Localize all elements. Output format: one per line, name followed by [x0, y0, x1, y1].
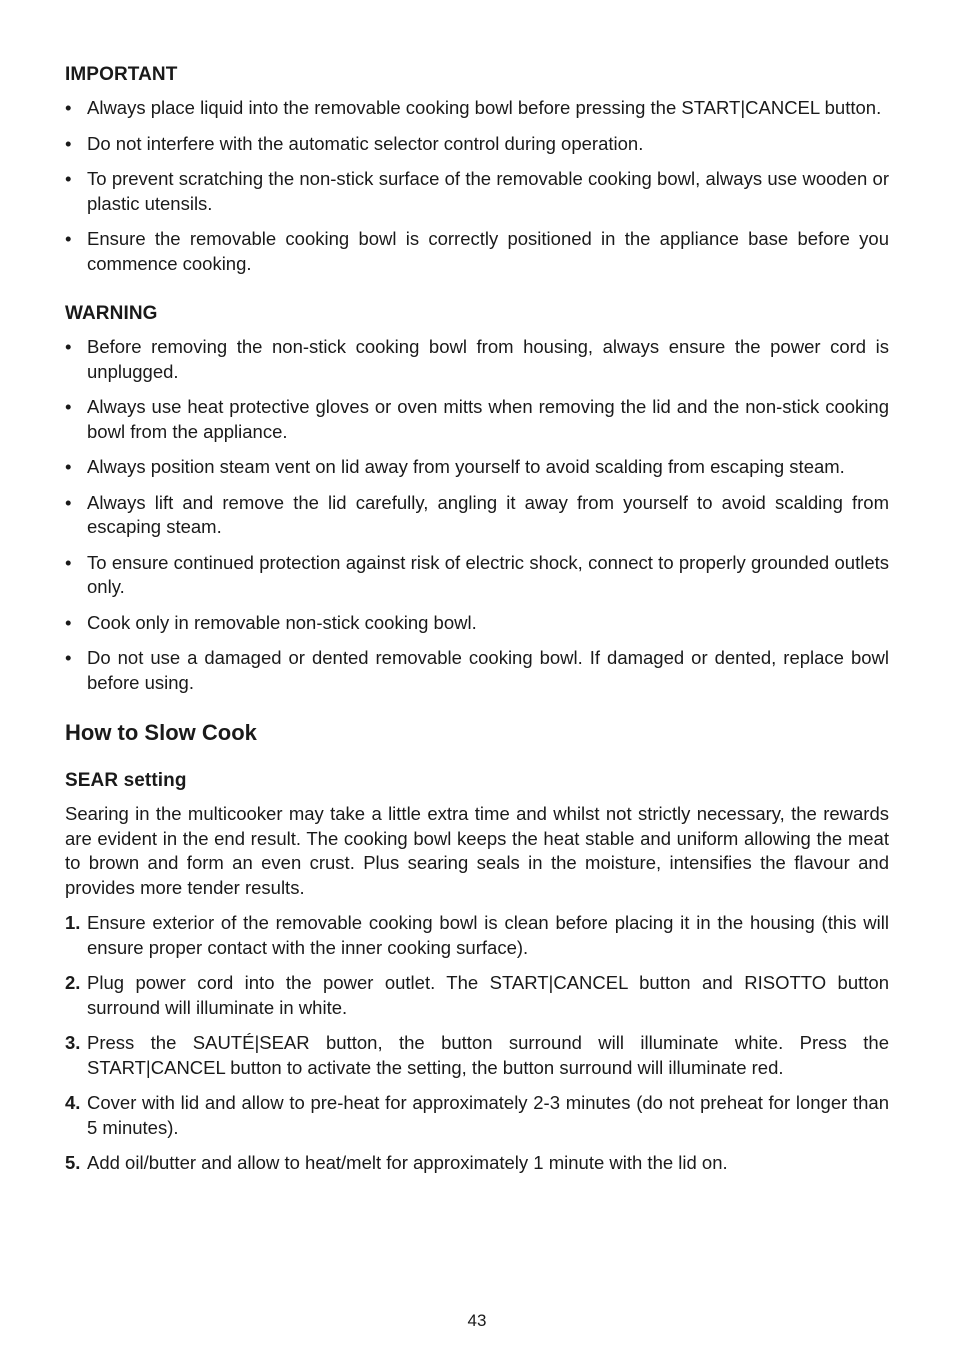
bullet: • — [65, 228, 72, 249]
bullet: • — [65, 97, 72, 118]
sear-heading: SEAR setting — [65, 770, 187, 791]
bullet: • — [65, 611, 72, 633]
bullet: • — [65, 647, 72, 668]
important-heading: IMPORTANT — [65, 64, 178, 85]
bullet: • — [65, 491, 72, 513]
bullet: • — [65, 336, 72, 357]
list-item: • Before removing the non-stick cooking bowl from housing, always ensure the power cord is unplugged. — [65, 336, 889, 382]
step-number: 2. — [65, 972, 81, 993]
step-number: 1. — [65, 912, 81, 933]
important-list — [65, 96, 889, 276]
page-number: 43 — [467, 1311, 487, 1330]
step-number: 4. — [65, 1092, 81, 1113]
list-item: • Always lift and remove the lid carefully, angling it away from yourself to avoid scalding from escaping steam. — [65, 491, 889, 537]
list-item: • To ensure continued protection against risk of electric shock, connect to properly grounded outlets only. — [65, 551, 889, 597]
sear-steps — [65, 911, 889, 1176]
bullet: • — [65, 551, 72, 573]
list-item: • Always place liquid into the removable cooking bowl before pressing the START|CANCEL button. — [65, 96, 889, 121]
step-number: 5. — [65, 1152, 81, 1173]
list-item: • Always position steam vent on lid away from yourself to avoid scalding from escaping steam. — [65, 455, 889, 480]
step-number: 3. — [65, 1032, 81, 1053]
list-item: • Ensure the removable cooking bowl is correctly positioned in the appliance base before you commence cooking. — [65, 228, 889, 274]
list-item: • To prevent scratching the non-stick surface of the removable cooking bowl, always use wooden or plastic utensils. — [65, 168, 889, 214]
page-content — [65, 62, 889, 1187]
step-item: 3. Press the SAUTÉ|SEAR button, the button surround will illuminate white. Press the START|CANCEL button to activate the setting, the button surround will illuminate red. — [65, 1032, 889, 1078]
warning-list — [65, 335, 889, 695]
bullet: • — [65, 396, 72, 417]
step-item: 1. Ensure exterior of the removable cooking bowl is clean before placing it in the housing (this will ensure proper contact with the inner cooking surface). — [65, 912, 889, 958]
section-title: How to Slow Cook — [65, 720, 257, 745]
list-item: • Always use heat protective gloves or oven mitts when removing the lid and the non-stick cooking bowl from the appliance. — [65, 396, 889, 442]
step-item: 5. Add oil/butter and allow to heat/melt for approximately 1 minute with the lid on. — [65, 1151, 889, 1176]
step-item: 2. Plug power cord into the power outlet. The START|CANCEL button and RISOTTO button surround will illuminate in white. — [65, 972, 889, 1018]
bullet: • — [65, 132, 72, 154]
list-item: • Cook only in removable non-stick cooking bowl. — [65, 611, 889, 636]
list-item: • Do not use a damaged or dented removable cooking bowl. If damaged or dented, replace bowl before using. — [65, 647, 889, 693]
sear-intro: Searing in the multicooker may take a little extra time and whilst not strictly necessary, the rewards are evident in the end result. The cooking bowl keeps the heat stable and uniform allowing the meat to brown and form an even crust. Plus searing seals in the moisture, intensifies the flavour and provides more tender results. — [65, 803, 889, 898]
bullet: • — [65, 456, 72, 477]
bullet: • — [65, 168, 72, 189]
list-item: • Do not interfere with the automatic selector control during operation. — [65, 132, 889, 157]
warning-heading: WARNING — [65, 303, 158, 324]
step-item: 4. Cover with lid and allow to pre-heat for approximately 2-3 minutes (do not preheat for longer than 5 minutes). — [65, 1092, 889, 1138]
